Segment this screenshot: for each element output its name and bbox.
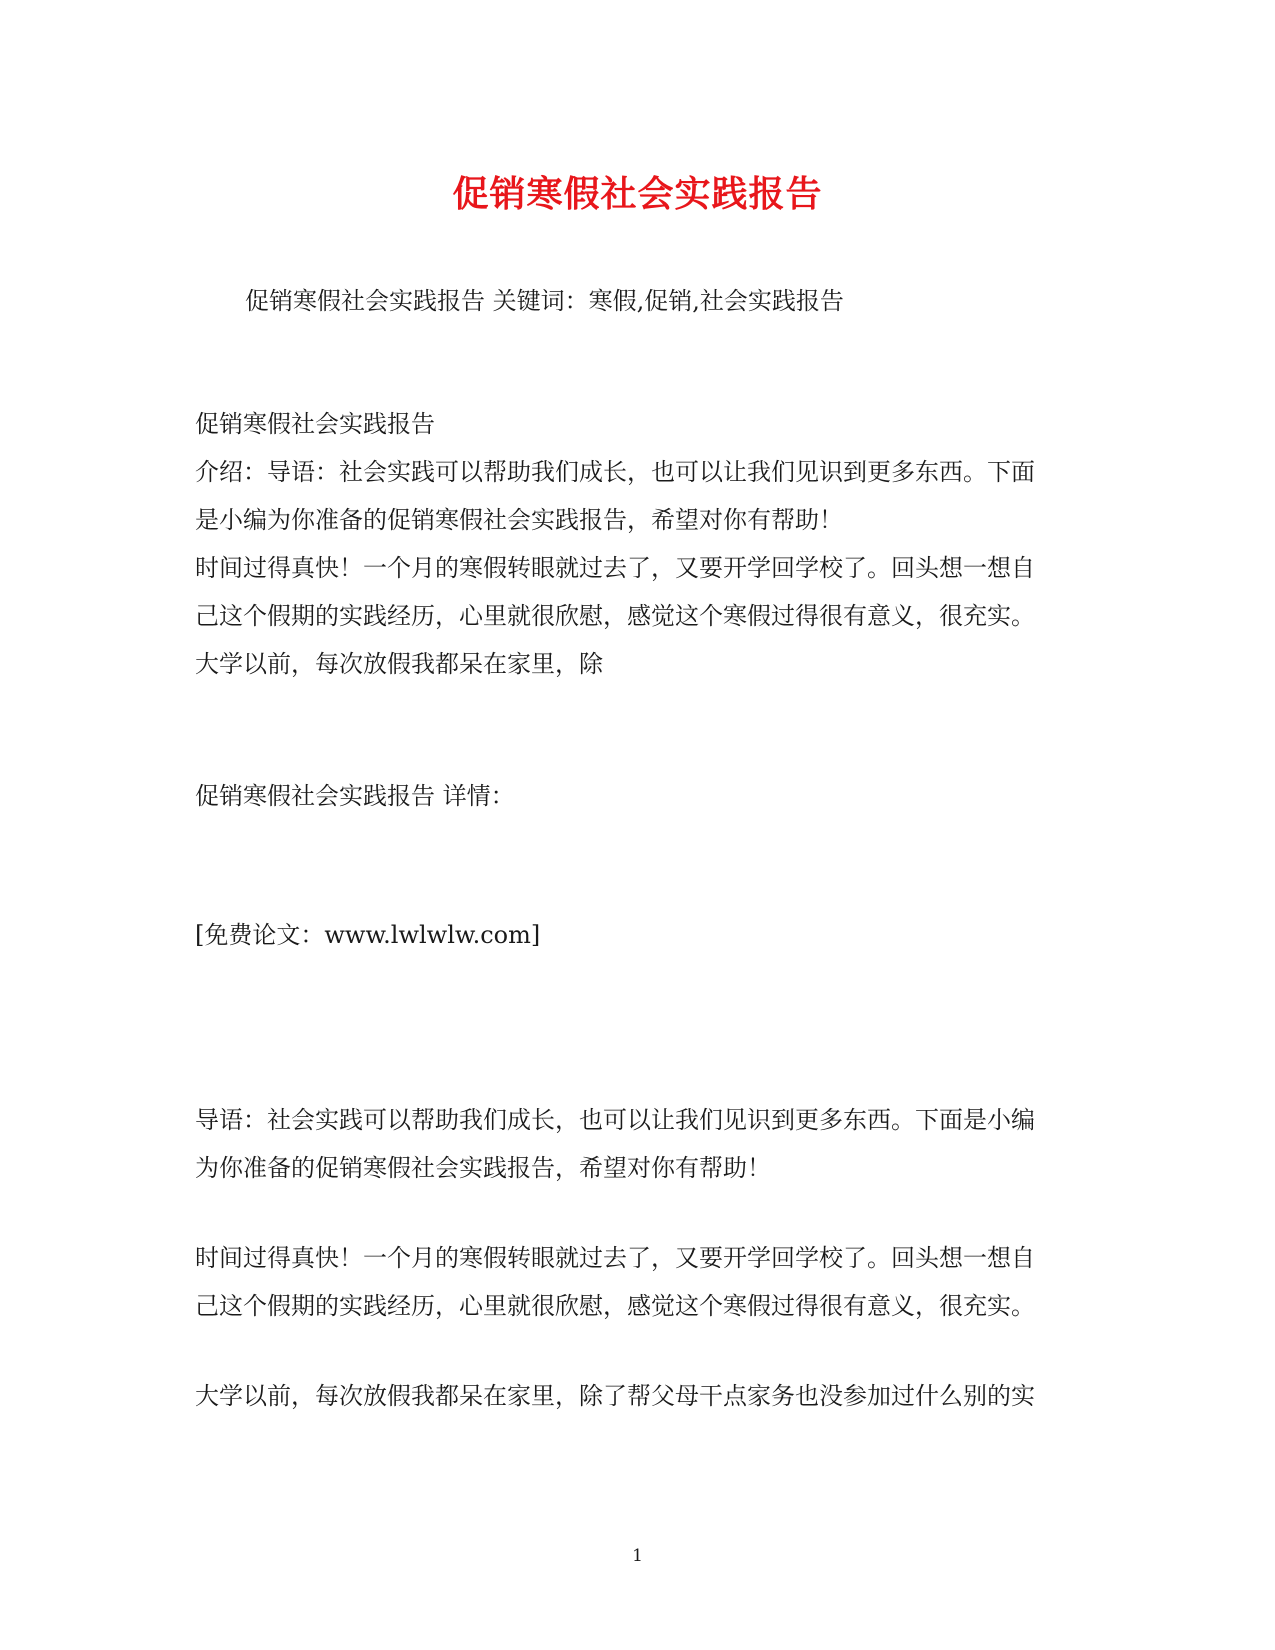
paragraph-line: 大学以前，每次放假我都呆在家里，除了帮父母干点家务也没参加过什么别的实 [195,1382,1035,1410]
summary-line: 是小编为你准备的促销寒假社会实践报告，希望对你有帮助！ [195,506,843,534]
body-paragraph [195,1234,1080,1330]
summary-line: 大学以前，每次放假我都呆在家里，除 [195,650,603,678]
summary-section [195,400,1080,688]
summary-line: 己这个假期的实践经历，心里就很欣慰，感觉这个寒假过得很有意义，很充实。 [195,602,1035,630]
summary-line: 介绍：导语：社会实践可以帮助我们成长，也可以让我们见识到更多东西。下面 [195,458,1035,486]
body-paragraph [195,1096,1080,1192]
summary-line: 时间过得真快！一个月的寒假转眼就过去了，又要开学回学校了。回头想一想自 [195,554,1035,582]
keywords-line: 促销寒假社会实践报告 关键词：寒假,促销,社会实践报告 [245,287,844,315]
paragraph-line: 为你准备的促销寒假社会实践报告，希望对你有帮助！ [195,1154,771,1182]
details-section [195,772,1080,820]
body-paragraph [195,1372,1080,1420]
document-title: 促销寒假社会实践报告 [452,173,823,215]
paragraph-line: 己这个假期的实践经历，心里就很欣慰，感觉这个寒假过得很有意义，很充实。 [195,1292,1035,1320]
free-paper-link-text: [免费论文：www.lwlwlw.com] [195,921,541,949]
details-heading: 促销寒假社会实践报告 详情： [195,782,515,810]
paragraph-line: 时间过得真快！一个月的寒假转眼就过去了，又要开学回学校了。回头想一想自 [195,1244,1035,1272]
summary-heading: 促销寒假社会实践报告 [195,410,435,438]
paragraph-line: 导语：社会实践可以帮助我们成长，也可以让我们见识到更多东西。下面是小编 [195,1106,1035,1134]
free-paper-section [195,911,1080,959]
page-number: 1 [632,1546,643,1566]
